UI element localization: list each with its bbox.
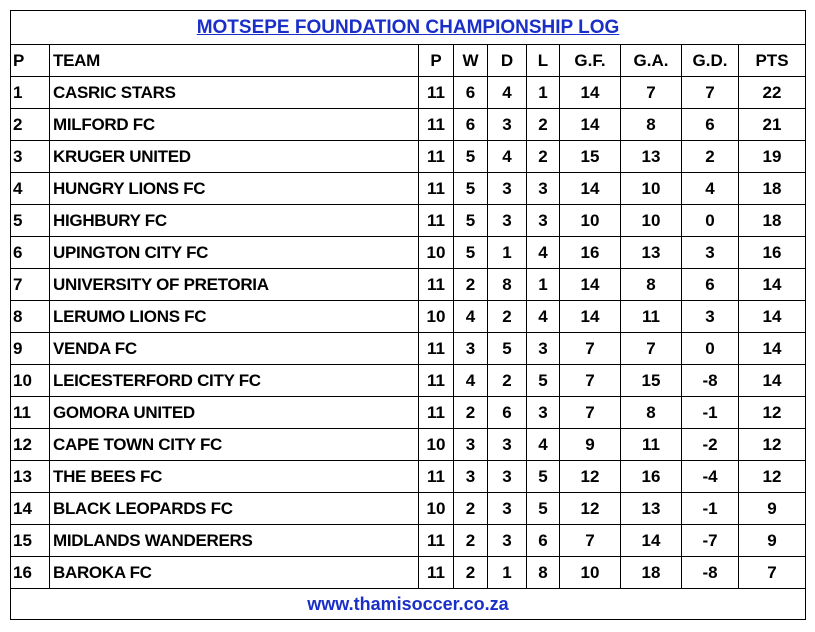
position-cell: 3 — [11, 141, 50, 173]
goals-for-cell: 14 — [560, 77, 621, 109]
goals-against-cell: 14 — [621, 525, 682, 557]
goal-difference-cell: -4 — [682, 461, 739, 493]
goals-for-cell: 7 — [560, 333, 621, 365]
drawn-cell: 5 — [488, 333, 527, 365]
goals-against-cell: 16 — [621, 461, 682, 493]
goals-for-cell: 14 — [560, 173, 621, 205]
goals-for-cell: 14 — [560, 109, 621, 141]
points-cell: 19 — [739, 141, 806, 173]
goal-difference-cell: -1 — [682, 493, 739, 525]
points-cell: 7 — [739, 557, 806, 589]
played-cell: 10 — [419, 301, 454, 333]
goals-for-cell: 7 — [560, 397, 621, 429]
table-row — [11, 173, 805, 205]
header-goal-difference: G.D. — [682, 45, 739, 77]
lost-cell: 6 — [527, 525, 560, 557]
drawn-cell: 6 — [488, 397, 527, 429]
goal-difference-cell: 2 — [682, 141, 739, 173]
played-cell: 10 — [419, 429, 454, 461]
points-cell: 9 — [739, 493, 806, 525]
played-cell: 11 — [419, 557, 454, 589]
lost-cell: 1 — [527, 77, 560, 109]
lost-cell: 2 — [527, 109, 560, 141]
position-cell: 2 — [11, 109, 50, 141]
team-cell: HIGHBURY FC — [50, 205, 419, 237]
table-row — [11, 269, 805, 301]
won-cell: 2 — [454, 269, 488, 301]
won-cell: 5 — [454, 205, 488, 237]
goals-for-cell: 14 — [560, 301, 621, 333]
played-cell: 11 — [419, 365, 454, 397]
goal-difference-cell: 3 — [682, 301, 739, 333]
goal-difference-cell: 0 — [682, 333, 739, 365]
position-cell: 7 — [11, 269, 50, 301]
standings-body — [11, 77, 805, 589]
won-cell: 5 — [454, 237, 488, 269]
lost-cell: 1 — [527, 269, 560, 301]
header-drawn: D — [488, 45, 527, 77]
won-cell: 5 — [454, 141, 488, 173]
drawn-cell: 2 — [488, 365, 527, 397]
table-row — [11, 461, 805, 493]
position-cell: 12 — [11, 429, 50, 461]
drawn-cell: 3 — [488, 461, 527, 493]
table-row — [11, 109, 805, 141]
points-cell: 18 — [739, 205, 806, 237]
points-cell: 12 — [739, 429, 806, 461]
lost-cell: 3 — [527, 397, 560, 429]
won-cell: 6 — [454, 77, 488, 109]
team-cell: CAPE TOWN CITY FC — [50, 429, 419, 461]
lost-cell: 2 — [527, 141, 560, 173]
goals-against-cell: 11 — [621, 429, 682, 461]
points-cell: 21 — [739, 109, 806, 141]
team-cell: VENDA FC — [50, 333, 419, 365]
lost-cell: 4 — [527, 237, 560, 269]
team-cell: BLACK LEOPARDS FC — [50, 493, 419, 525]
points-cell: 16 — [739, 237, 806, 269]
table-row — [11, 365, 805, 397]
won-cell: 2 — [454, 557, 488, 589]
team-cell: MILFORD FC — [50, 109, 419, 141]
drawn-cell: 1 — [488, 237, 527, 269]
header-lost: L — [527, 45, 560, 77]
table-row — [11, 301, 805, 333]
goals-against-cell: 10 — [621, 205, 682, 237]
position-cell: 10 — [11, 365, 50, 397]
team-cell: THE BEES FC — [50, 461, 419, 493]
won-cell: 3 — [454, 333, 488, 365]
goal-difference-cell: -8 — [682, 365, 739, 397]
table-row — [11, 557, 805, 589]
lost-cell: 3 — [527, 205, 560, 237]
played-cell: 11 — [419, 461, 454, 493]
drawn-cell: 4 — [488, 77, 527, 109]
team-cell: LEICESTERFORD CITY FC — [50, 365, 419, 397]
drawn-cell: 8 — [488, 269, 527, 301]
position-cell: 8 — [11, 301, 50, 333]
position-cell: 9 — [11, 333, 50, 365]
goal-difference-cell: 0 — [682, 205, 739, 237]
goals-against-cell: 7 — [621, 333, 682, 365]
played-cell: 11 — [419, 269, 454, 301]
lost-cell: 5 — [527, 461, 560, 493]
position-cell: 15 — [11, 525, 50, 557]
lost-cell: 4 — [527, 301, 560, 333]
won-cell: 2 — [454, 525, 488, 557]
points-cell: 18 — [739, 173, 806, 205]
table-row — [11, 333, 805, 365]
points-cell: 12 — [739, 461, 806, 493]
table-row — [11, 493, 805, 525]
table-row — [11, 237, 805, 269]
position-cell: 4 — [11, 173, 50, 205]
goals-against-cell: 11 — [621, 301, 682, 333]
team-cell: UPINGTON CITY FC — [50, 237, 419, 269]
championship-log — [10, 10, 806, 620]
team-cell: GOMORA UNITED — [50, 397, 419, 429]
header-played: P — [419, 45, 454, 77]
goals-for-cell: 7 — [560, 525, 621, 557]
footer-website: www.thamisoccer.co.za — [11, 588, 805, 619]
team-cell: HUNGRY LIONS FC — [50, 173, 419, 205]
position-cell: 16 — [11, 557, 50, 589]
goals-for-cell: 16 — [560, 237, 621, 269]
points-cell: 14 — [739, 365, 806, 397]
table-row — [11, 77, 805, 109]
lost-cell: 3 — [527, 333, 560, 365]
played-cell: 10 — [419, 237, 454, 269]
drawn-cell: 3 — [488, 109, 527, 141]
played-cell: 11 — [419, 109, 454, 141]
goals-against-cell: 8 — [621, 109, 682, 141]
goal-difference-cell: -7 — [682, 525, 739, 557]
lost-cell: 3 — [527, 173, 560, 205]
position-cell: 6 — [11, 237, 50, 269]
team-cell: BAROKA FC — [50, 557, 419, 589]
goals-against-cell: 10 — [621, 173, 682, 205]
goals-for-cell: 10 — [560, 557, 621, 589]
goals-against-cell: 7 — [621, 77, 682, 109]
header-goals-against: G.A. — [621, 45, 682, 77]
won-cell: 4 — [454, 301, 488, 333]
drawn-cell: 3 — [488, 205, 527, 237]
drawn-cell: 3 — [488, 429, 527, 461]
won-cell: 2 — [454, 493, 488, 525]
goal-difference-cell: 3 — [682, 237, 739, 269]
standings-table — [11, 45, 805, 589]
points-cell: 14 — [739, 333, 806, 365]
played-cell: 11 — [419, 141, 454, 173]
goal-difference-cell: 7 — [682, 77, 739, 109]
goals-for-cell: 10 — [560, 205, 621, 237]
goal-difference-cell: -8 — [682, 557, 739, 589]
points-cell: 12 — [739, 397, 806, 429]
table-row — [11, 429, 805, 461]
goals-for-cell: 12 — [560, 461, 621, 493]
header-points: PTS — [739, 45, 806, 77]
goal-difference-cell: 6 — [682, 269, 739, 301]
points-cell: 14 — [739, 269, 806, 301]
team-cell: UNIVERSITY OF PRETORIA — [50, 269, 419, 301]
goals-for-cell: 7 — [560, 365, 621, 397]
won-cell: 4 — [454, 365, 488, 397]
position-cell: 11 — [11, 397, 50, 429]
goals-against-cell: 18 — [621, 557, 682, 589]
team-cell: KRUGER UNITED — [50, 141, 419, 173]
lost-cell: 4 — [527, 429, 560, 461]
played-cell: 10 — [419, 493, 454, 525]
won-cell: 5 — [454, 173, 488, 205]
header-won: W — [454, 45, 488, 77]
table-row — [11, 205, 805, 237]
goals-against-cell: 8 — [621, 269, 682, 301]
played-cell: 11 — [419, 205, 454, 237]
header-row — [11, 45, 805, 77]
lost-cell: 5 — [527, 365, 560, 397]
position-cell: 1 — [11, 77, 50, 109]
goals-against-cell: 13 — [621, 493, 682, 525]
goals-against-cell: 13 — [621, 237, 682, 269]
points-cell: 22 — [739, 77, 806, 109]
lost-cell: 5 — [527, 493, 560, 525]
played-cell: 11 — [419, 77, 454, 109]
goals-for-cell: 12 — [560, 493, 621, 525]
drawn-cell: 1 — [488, 557, 527, 589]
goals-for-cell: 9 — [560, 429, 621, 461]
drawn-cell: 4 — [488, 141, 527, 173]
points-cell: 14 — [739, 301, 806, 333]
played-cell: 11 — [419, 173, 454, 205]
table-row — [11, 397, 805, 429]
lost-cell: 8 — [527, 557, 560, 589]
position-cell: 14 — [11, 493, 50, 525]
team-cell: LERUMO LIONS FC — [50, 301, 419, 333]
goals-against-cell: 15 — [621, 365, 682, 397]
played-cell: 11 — [419, 333, 454, 365]
goal-difference-cell: -1 — [682, 397, 739, 429]
points-cell: 9 — [739, 525, 806, 557]
goal-difference-cell: -2 — [682, 429, 739, 461]
drawn-cell: 3 — [488, 525, 527, 557]
drawn-cell: 2 — [488, 301, 527, 333]
won-cell: 3 — [454, 429, 488, 461]
drawn-cell: 3 — [488, 173, 527, 205]
table-row — [11, 141, 805, 173]
goal-difference-cell: 6 — [682, 109, 739, 141]
goal-difference-cell: 4 — [682, 173, 739, 205]
header-goals-for: G.F. — [560, 45, 621, 77]
position-cell: 13 — [11, 461, 50, 493]
played-cell: 11 — [419, 397, 454, 429]
goals-for-cell: 15 — [560, 141, 621, 173]
won-cell: 3 — [454, 461, 488, 493]
team-cell: CASRIC STARS — [50, 77, 419, 109]
log-title: MOTSEPE FOUNDATION CHAMPIONSHIP LOG — [11, 11, 805, 45]
played-cell: 11 — [419, 525, 454, 557]
team-cell: MIDLANDS WANDERERS — [50, 525, 419, 557]
won-cell: 2 — [454, 397, 488, 429]
goals-against-cell: 13 — [621, 141, 682, 173]
goals-against-cell: 8 — [621, 397, 682, 429]
table-row — [11, 525, 805, 557]
drawn-cell: 3 — [488, 493, 527, 525]
goals-for-cell: 14 — [560, 269, 621, 301]
header-team: TEAM — [50, 45, 419, 77]
position-cell: 5 — [11, 205, 50, 237]
won-cell: 6 — [454, 109, 488, 141]
header-position: P — [11, 45, 50, 77]
